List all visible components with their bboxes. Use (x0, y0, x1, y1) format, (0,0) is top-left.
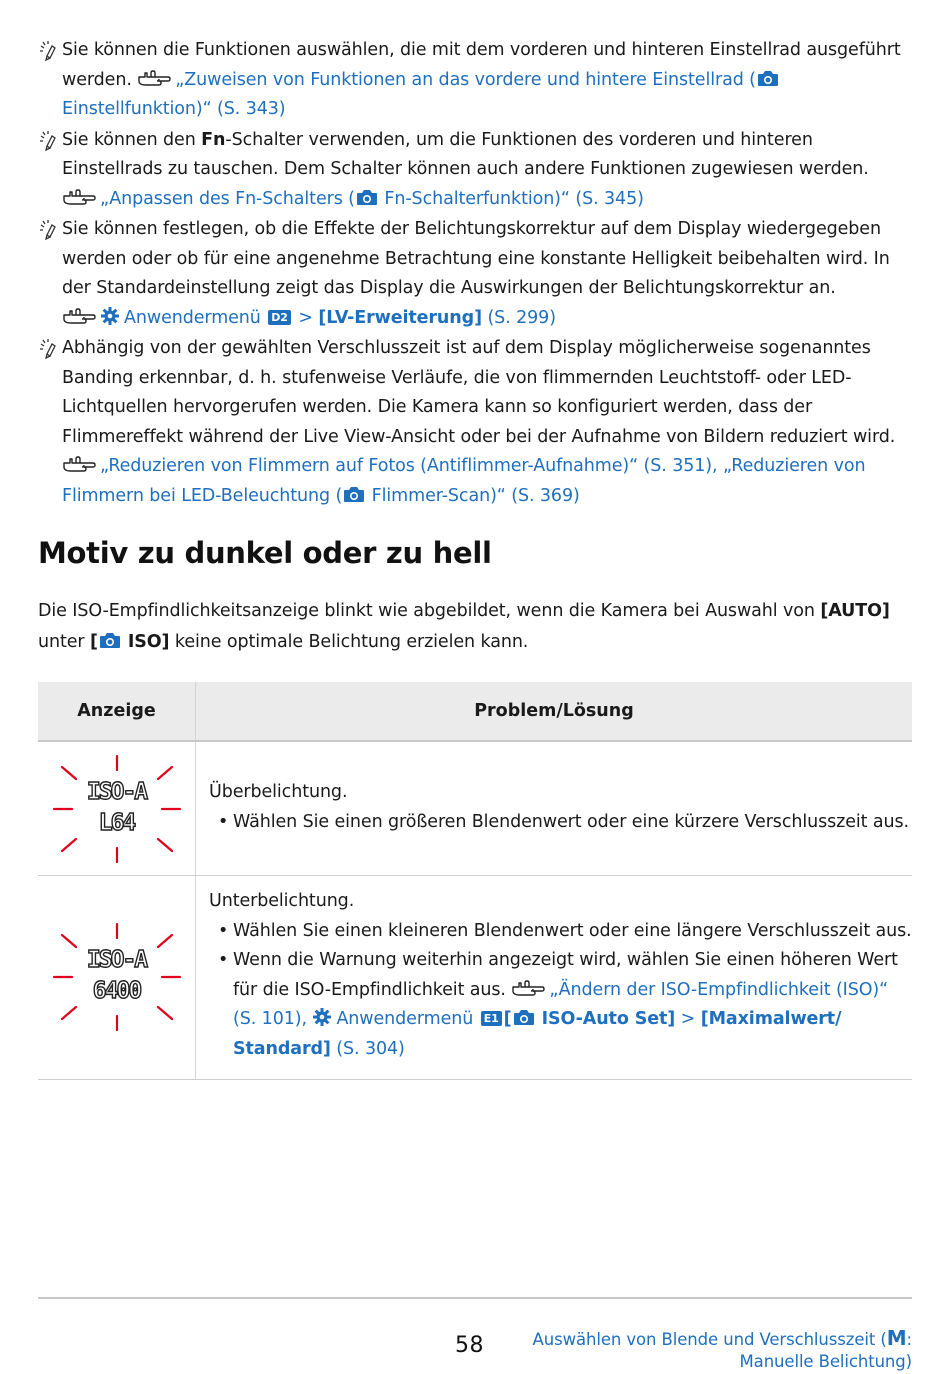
iso-menu-label: [ ISO] (89, 632, 170, 652)
solution-cell (196, 876, 913, 1080)
reference-hand-icon (511, 979, 545, 997)
camera-icon (757, 70, 779, 87)
page-ref[interactable]: (S. 304) (336, 1038, 405, 1059)
reference-hand-icon (62, 455, 96, 473)
reference-hand-icon (137, 69, 171, 87)
menu-separator: > (298, 307, 313, 328)
footer-chapter-link[interactable]: Auswählen von Blende und Verschlusszeit (M: Manuelle Belichtung) (532, 1326, 912, 1371)
link-custom-menu[interactable]: Anwendermenü (336, 1009, 474, 1029)
tip-fn-switch (38, 126, 908, 215)
col-header-problem: Problem/Lösung (196, 682, 913, 741)
solution-bullet: • Wenn die Warnung weiterhin angezeigt wird, wählen Sie einen höheren Wert für die ISO-Empfindlichkeit aus. „Ändern der ISO-Empfindlichkeit (ISO)“ (S. 101), Anwendermenü E1 [ ISO-Auto Set] > [Maximalwert/ Standard] (S. 304) (209, 946, 912, 1064)
solution-bullet: • Wählen Sie einen größeren Blendenwert oder eine kürzere Verschlusszeit aus. (209, 808, 912, 838)
link-iso-auto-set[interactable]: [ ISO-Auto Set] (503, 1009, 676, 1029)
tip-icon (38, 338, 60, 360)
camera-icon (343, 486, 365, 503)
display-cell (38, 876, 196, 1080)
tip-flicker (38, 334, 908, 511)
menu-tab-badge: D2 (268, 310, 291, 325)
iso-display-line2: L64 (98, 810, 135, 836)
tip-text-2: -Schalter verwenden, um die Funktionen des vorderen und hinteren Einstellrads zu tauschen. Dem Schalter können auch andere Funktionen zugewiesen werden. (62, 129, 869, 179)
mode-m-label: M (886, 1326, 907, 1350)
link-max-default[interactable]: [Maximalwert/ Standard] (233, 1009, 842, 1059)
iso-display-line2: 6400 (92, 978, 141, 1004)
gear-icon (100, 306, 120, 326)
link-fn-switch[interactable]: „Anpassen des Fn-Schalters ( Fn-Schalterfunktion)“ (S. 345) (100, 188, 644, 209)
flashing-iso-warning-icon (52, 754, 182, 864)
page-ref[interactable]: (S. 299) (487, 307, 556, 328)
link-flicker-scan[interactable]: „Reduzieren von Flimmern bei LED-Beleuchtung ( Flimmer-Scan)“ (S. 369) (62, 456, 866, 506)
link-dial-function[interactable]: „Zuweisen von Funktionen an das vordere und hintere Einstellrad ( Einstellfunktion)“ (S. 343) (62, 70, 780, 120)
reference-hand-icon (62, 307, 96, 325)
tip-text: Sie können die Funktionen auswählen, die mit dem vorderen und hinteren Einstellrad ausgeführt werden. (62, 40, 901, 90)
tip-dial-functions (38, 36, 908, 125)
link-iso-sensitivity[interactable]: „Ändern der ISO-Empfindlichkeit (ISO)“ (S. 101) (233, 979, 889, 1029)
problem-title: Überbelichtung. (209, 782, 348, 802)
tip-text: Sie können festlegen, ob die Effekte der Belichtungskorrektur auf dem Display wiedergegeben werden oder ob für eine angenehme Betrachtung eine konstante Helligkeit beibehalten wird. In der Standardeinstellung zeigt das Display die Auswirkungen der Belichtungskorrektur an. (62, 219, 890, 298)
camera-icon (356, 189, 378, 206)
link-lv-boost[interactable]: [LV-Erweiterung] (318, 307, 482, 328)
flashing-iso-warning-icon (52, 922, 182, 1032)
col-header-display: Anzeige (38, 682, 196, 741)
page-number: 58 (455, 1333, 484, 1358)
section-heading: Motiv zu dunkel oder zu hell (38, 536, 492, 570)
display-cell (38, 741, 196, 876)
solution-bullet: • Wählen Sie einen kleineren Blendenwert oder eine längere Verschlusszeit aus. (209, 917, 912, 947)
tip-icon (38, 40, 60, 62)
fn-label: Fn (201, 129, 226, 150)
camera-icon (99, 632, 121, 649)
problem-title: Unterbelichtung. (209, 891, 355, 911)
menu-tab-badge: E1 (481, 1011, 502, 1026)
iso-warning-table (38, 682, 912, 1080)
link-custom-menu[interactable]: Anwendermenü (124, 307, 261, 328)
footer-divider (38, 1297, 912, 1299)
camera-icon (513, 1009, 535, 1026)
tip-text: Abhängig von der gewählten Verschlusszeit ist auf dem Display möglicherweise sogenanntes Banding erkennbar, d. h. stufenweise Verläufe, die von flimmernden Leuchtstoff- oder LED-Lichtquellen hervorgerufen werden. Die Kamera kann so konfiguriert werden, dass der Flimmereffekt während der Live View-Ansicht oder bei der Aufnahme von Bildern reduziert wird. (62, 338, 896, 447)
link-anti-flicker[interactable]: „Reduzieren von Flimmern auf Fotos (Antiflimmer-Aufnahme)“ (S. 351) (100, 456, 713, 476)
iso-display-line1: ISO-A (86, 779, 147, 805)
reference-hand-icon (62, 188, 96, 206)
tip-lv-boost (38, 215, 908, 333)
solution-cell (196, 741, 913, 876)
auto-label: [AUTO] (820, 601, 890, 621)
comma: , (712, 456, 718, 476)
table-row-overexposure (38, 741, 912, 876)
gear-icon (312, 1007, 332, 1027)
table-row-underexposure (38, 876, 912, 1080)
tip-icon (38, 219, 60, 241)
menu-separator: > (680, 1009, 696, 1029)
intro-paragraph: Die ISO-Empfindlichkeitsanzeige blinkt wie abgebildet, wenn die Kamera bei Auswahl von [AUTO] unter [ ISO] keine optimale Belichtung erzielen kann. (38, 601, 890, 652)
tip-icon (38, 130, 60, 152)
iso-display-line1: ISO-A (86, 947, 147, 973)
tips-list (38, 36, 908, 512)
tip-text: Sie können den (62, 129, 202, 150)
